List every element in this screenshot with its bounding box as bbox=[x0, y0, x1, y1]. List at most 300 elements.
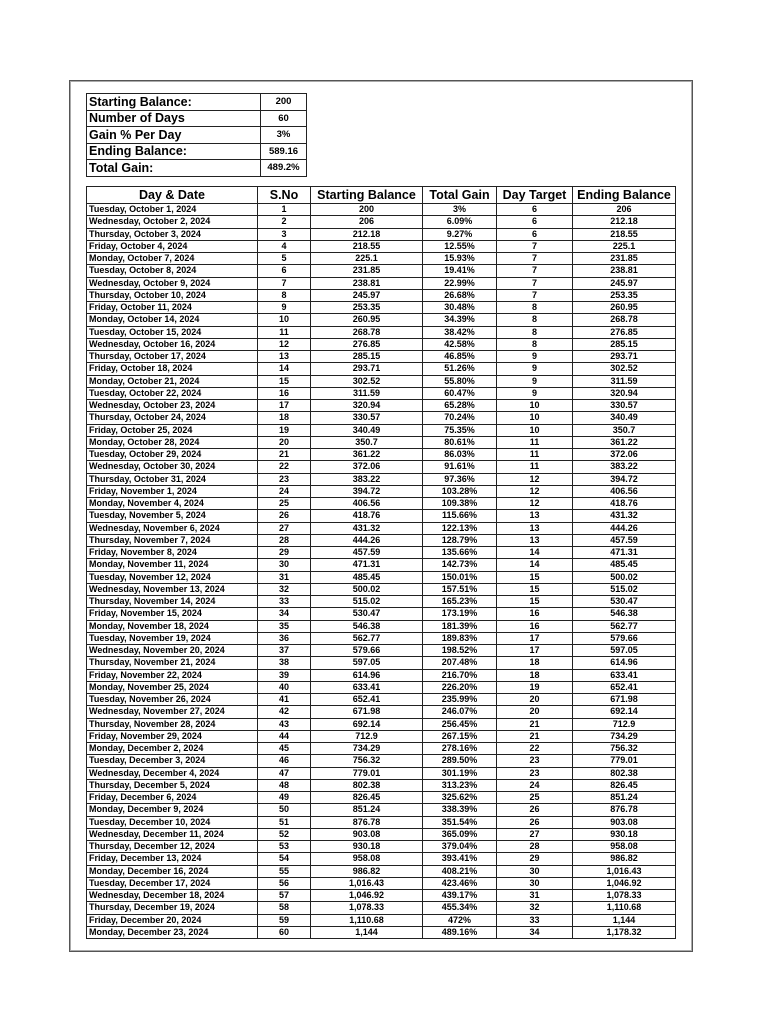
cell-total-gain: 55.80% bbox=[423, 375, 497, 387]
cell-day-date: Wednesday, November 6, 2024 bbox=[87, 522, 258, 534]
summary-value: 3% bbox=[261, 127, 307, 144]
cell-day-date: Thursday, October 10, 2024 bbox=[87, 289, 258, 301]
cell-sno: 59 bbox=[258, 914, 311, 926]
summary-row bbox=[87, 160, 307, 177]
cell-starting-balance: 903.08 bbox=[311, 828, 423, 840]
cell-day-target: 31 bbox=[497, 890, 573, 902]
table-row bbox=[87, 755, 676, 767]
cell-day-date: Monday, November 25, 2024 bbox=[87, 681, 258, 693]
table-row bbox=[87, 302, 676, 314]
summary-value: 489.2% bbox=[261, 160, 307, 177]
cell-starting-balance: 876.78 bbox=[311, 816, 423, 828]
table-row bbox=[87, 277, 676, 289]
cell-sno: 16 bbox=[258, 387, 311, 399]
cell-day-target: 29 bbox=[497, 853, 573, 865]
cell-day-date: Thursday, October 17, 2024 bbox=[87, 351, 258, 363]
table-row bbox=[87, 314, 676, 326]
cell-day-date: Monday, December 16, 2024 bbox=[87, 865, 258, 877]
cell-day-date: Monday, December 2, 2024 bbox=[87, 743, 258, 755]
cell-total-gain: 472% bbox=[423, 914, 497, 926]
cell-total-gain: 15.93% bbox=[423, 253, 497, 265]
cell-sno: 8 bbox=[258, 289, 311, 301]
cell-starting-balance: 734.29 bbox=[311, 743, 423, 755]
cell-total-gain: 19.41% bbox=[423, 265, 497, 277]
cell-sno: 57 bbox=[258, 890, 311, 902]
cell-ending-balance: 218.55 bbox=[573, 228, 676, 240]
cell-day-date: Tuesday, October 1, 2024 bbox=[87, 204, 258, 216]
cell-starting-balance: 485.45 bbox=[311, 571, 423, 583]
cell-day-date: Wednesday, December 18, 2024 bbox=[87, 890, 258, 902]
cell-sno: 15 bbox=[258, 375, 311, 387]
cell-day-target: 6 bbox=[497, 216, 573, 228]
table-row bbox=[87, 571, 676, 583]
table-row bbox=[87, 498, 676, 510]
cell-total-gain: 65.28% bbox=[423, 400, 497, 412]
cell-sno: 43 bbox=[258, 718, 311, 730]
cell-ending-balance: 330.57 bbox=[573, 400, 676, 412]
table-row bbox=[87, 265, 676, 277]
cell-ending-balance: 285.15 bbox=[573, 338, 676, 350]
table-row bbox=[87, 620, 676, 632]
cell-total-gain: 207.48% bbox=[423, 657, 497, 669]
cell-day-target: 7 bbox=[497, 277, 573, 289]
cell-day-target: 9 bbox=[497, 375, 573, 387]
cell-sno: 17 bbox=[258, 400, 311, 412]
cell-starting-balance: 372.06 bbox=[311, 461, 423, 473]
cell-total-gain: 181.39% bbox=[423, 620, 497, 632]
table-row bbox=[87, 547, 676, 559]
cell-ending-balance: 431.32 bbox=[573, 510, 676, 522]
cell-day-date: Wednesday, December 4, 2024 bbox=[87, 767, 258, 779]
cell-starting-balance: 546.38 bbox=[311, 620, 423, 632]
cell-day-date: Tuesday, November 12, 2024 bbox=[87, 571, 258, 583]
cell-day-date: Wednesday, October 9, 2024 bbox=[87, 277, 258, 289]
table-row bbox=[87, 718, 676, 730]
cell-day-target: 13 bbox=[497, 522, 573, 534]
cell-sno: 23 bbox=[258, 473, 311, 485]
cell-day-target: 21 bbox=[497, 730, 573, 742]
cell-day-date: Wednesday, November 27, 2024 bbox=[87, 706, 258, 718]
header-starting-balance: Starting Balance bbox=[311, 187, 423, 204]
cell-day-date: Monday, October 14, 2024 bbox=[87, 314, 258, 326]
summary-row bbox=[87, 94, 307, 111]
cell-day-target: 26 bbox=[497, 816, 573, 828]
cell-day-target: 9 bbox=[497, 387, 573, 399]
cell-sno: 32 bbox=[258, 583, 311, 595]
cell-total-gain: 455.34% bbox=[423, 902, 497, 914]
cell-day-date: Monday, November 18, 2024 bbox=[87, 620, 258, 632]
cell-starting-balance: 394.72 bbox=[311, 485, 423, 497]
cell-ending-balance: 1,046.92 bbox=[573, 877, 676, 889]
table-row bbox=[87, 351, 676, 363]
cell-starting-balance: 302.52 bbox=[311, 375, 423, 387]
cell-starting-balance: 530.47 bbox=[311, 608, 423, 620]
table-row bbox=[87, 228, 676, 240]
cell-starting-balance: 756.32 bbox=[311, 755, 423, 767]
summary-label: Starting Balance: bbox=[87, 94, 261, 111]
cell-day-date: Tuesday, October 29, 2024 bbox=[87, 449, 258, 461]
cell-total-gain: 128.79% bbox=[423, 534, 497, 546]
cell-day-target: 33 bbox=[497, 914, 573, 926]
cell-day-target: 10 bbox=[497, 424, 573, 436]
cell-sno: 48 bbox=[258, 779, 311, 791]
cell-ending-balance: 231.85 bbox=[573, 253, 676, 265]
table-row bbox=[87, 473, 676, 485]
cell-day-target: 12 bbox=[497, 485, 573, 497]
cell-starting-balance: 285.15 bbox=[311, 351, 423, 363]
cell-starting-balance: 311.59 bbox=[311, 387, 423, 399]
cell-day-target: 20 bbox=[497, 694, 573, 706]
cell-starting-balance: 614.96 bbox=[311, 669, 423, 681]
cell-day-target: 17 bbox=[497, 632, 573, 644]
cell-day-date: Thursday, November 21, 2024 bbox=[87, 657, 258, 669]
cell-starting-balance: 268.78 bbox=[311, 326, 423, 338]
cell-ending-balance: 485.45 bbox=[573, 559, 676, 571]
cell-day-date: Friday, December 20, 2024 bbox=[87, 914, 258, 926]
cell-starting-balance: 802.38 bbox=[311, 779, 423, 791]
cell-starting-balance: 253.35 bbox=[311, 302, 423, 314]
cell-sno: 56 bbox=[258, 877, 311, 889]
cell-ending-balance: 471.31 bbox=[573, 547, 676, 559]
cell-ending-balance: 562.77 bbox=[573, 620, 676, 632]
cell-day-target: 21 bbox=[497, 718, 573, 730]
cell-sno: 27 bbox=[258, 522, 311, 534]
cell-starting-balance: 320.94 bbox=[311, 400, 423, 412]
cell-ending-balance: 245.97 bbox=[573, 277, 676, 289]
cell-total-gain: 289.50% bbox=[423, 755, 497, 767]
cell-day-target: 32 bbox=[497, 902, 573, 914]
cell-day-target: 12 bbox=[497, 498, 573, 510]
cell-ending-balance: 293.71 bbox=[573, 351, 676, 363]
cell-total-gain: 189.83% bbox=[423, 632, 497, 644]
cell-sno: 52 bbox=[258, 828, 311, 840]
cell-ending-balance: 457.59 bbox=[573, 534, 676, 546]
summary-table bbox=[86, 93, 307, 177]
summary-value: 589.16 bbox=[261, 143, 307, 160]
cell-day-target: 10 bbox=[497, 412, 573, 424]
cell-total-gain: 301.19% bbox=[423, 767, 497, 779]
cell-day-date: Friday, October 11, 2024 bbox=[87, 302, 258, 314]
cell-total-gain: 122.13% bbox=[423, 522, 497, 534]
table-row bbox=[87, 767, 676, 779]
cell-day-date: Wednesday, November 20, 2024 bbox=[87, 645, 258, 657]
cell-day-date: Wednesday, October 30, 2024 bbox=[87, 461, 258, 473]
cell-ending-balance: 276.85 bbox=[573, 326, 676, 338]
header-total-gain: Total Gain bbox=[423, 187, 497, 204]
cell-total-gain: 34.39% bbox=[423, 314, 497, 326]
cell-total-gain: 3% bbox=[423, 204, 497, 216]
cell-day-target: 13 bbox=[497, 534, 573, 546]
cell-day-date: Monday, December 9, 2024 bbox=[87, 804, 258, 816]
cell-ending-balance: 225.1 bbox=[573, 240, 676, 252]
cell-total-gain: 393.41% bbox=[423, 853, 497, 865]
cell-day-date: Thursday, December 19, 2024 bbox=[87, 902, 258, 914]
cell-starting-balance: 218.55 bbox=[311, 240, 423, 252]
cell-total-gain: 408.21% bbox=[423, 865, 497, 877]
table-row bbox=[87, 363, 676, 375]
cell-total-gain: 6.09% bbox=[423, 216, 497, 228]
cell-ending-balance: 851.24 bbox=[573, 792, 676, 804]
cell-starting-balance: 826.45 bbox=[311, 792, 423, 804]
cell-starting-balance: 930.18 bbox=[311, 841, 423, 853]
cell-ending-balance: 406.56 bbox=[573, 485, 676, 497]
cell-starting-balance: 431.32 bbox=[311, 522, 423, 534]
cell-starting-balance: 212.18 bbox=[311, 228, 423, 240]
cell-total-gain: 246.07% bbox=[423, 706, 497, 718]
cell-day-date: Monday, October 7, 2024 bbox=[87, 253, 258, 265]
cell-sno: 21 bbox=[258, 449, 311, 461]
cell-starting-balance: 383.22 bbox=[311, 473, 423, 485]
cell-starting-balance: 500.02 bbox=[311, 583, 423, 595]
table-row bbox=[87, 816, 676, 828]
cell-day-target: 30 bbox=[497, 877, 573, 889]
cell-day-date: Thursday, November 28, 2024 bbox=[87, 718, 258, 730]
cell-total-gain: 38.42% bbox=[423, 326, 497, 338]
cell-day-target: 18 bbox=[497, 669, 573, 681]
cell-ending-balance: 212.18 bbox=[573, 216, 676, 228]
cell-sno: 36 bbox=[258, 632, 311, 644]
cell-starting-balance: 245.97 bbox=[311, 289, 423, 301]
cell-day-target: 11 bbox=[497, 461, 573, 473]
table-row bbox=[87, 204, 676, 216]
table-row bbox=[87, 730, 676, 742]
cell-starting-balance: 562.77 bbox=[311, 632, 423, 644]
table-row bbox=[87, 326, 676, 338]
cell-ending-balance: 692.14 bbox=[573, 706, 676, 718]
cell-starting-balance: 779.01 bbox=[311, 767, 423, 779]
cell-day-target: 23 bbox=[497, 767, 573, 779]
cell-total-gain: 51.26% bbox=[423, 363, 497, 375]
cell-starting-balance: 330.57 bbox=[311, 412, 423, 424]
cell-total-gain: 97.36% bbox=[423, 473, 497, 485]
cell-sno: 3 bbox=[258, 228, 311, 240]
table-row bbox=[87, 902, 676, 914]
table-row bbox=[87, 865, 676, 877]
cell-ending-balance: 253.35 bbox=[573, 289, 676, 301]
cell-ending-balance: 633.41 bbox=[573, 669, 676, 681]
cell-day-date: Friday, December 13, 2024 bbox=[87, 853, 258, 865]
cell-ending-balance: 614.96 bbox=[573, 657, 676, 669]
cell-starting-balance: 1,110.68 bbox=[311, 914, 423, 926]
cell-total-gain: 165.23% bbox=[423, 596, 497, 608]
cell-day-target: 14 bbox=[497, 547, 573, 559]
table-row bbox=[87, 400, 676, 412]
cell-sno: 12 bbox=[258, 338, 311, 350]
cell-sno: 7 bbox=[258, 277, 311, 289]
cell-day-date: Thursday, October 3, 2024 bbox=[87, 228, 258, 240]
cell-sno: 60 bbox=[258, 926, 311, 938]
cell-starting-balance: 712.9 bbox=[311, 730, 423, 742]
cell-day-target: 30 bbox=[497, 865, 573, 877]
cell-sno: 44 bbox=[258, 730, 311, 742]
cell-ending-balance: 802.38 bbox=[573, 767, 676, 779]
cell-day-target: 15 bbox=[497, 596, 573, 608]
cell-day-target: 12 bbox=[497, 473, 573, 485]
cell-day-target: 9 bbox=[497, 363, 573, 375]
cell-day-target: 26 bbox=[497, 804, 573, 816]
cell-day-target: 11 bbox=[497, 436, 573, 448]
cell-sno: 34 bbox=[258, 608, 311, 620]
cell-starting-balance: 671.98 bbox=[311, 706, 423, 718]
cell-total-gain: 313.23% bbox=[423, 779, 497, 791]
cell-day-date: Friday, October 18, 2024 bbox=[87, 363, 258, 375]
cell-sno: 53 bbox=[258, 841, 311, 853]
cell-sno: 24 bbox=[258, 485, 311, 497]
cell-starting-balance: 986.82 bbox=[311, 865, 423, 877]
table-row bbox=[87, 253, 676, 265]
table-row bbox=[87, 743, 676, 755]
daily-balance-table bbox=[86, 186, 676, 939]
cell-total-gain: 91.61% bbox=[423, 461, 497, 473]
cell-starting-balance: 444.26 bbox=[311, 534, 423, 546]
table-row bbox=[87, 681, 676, 693]
cell-day-date: Friday, October 25, 2024 bbox=[87, 424, 258, 436]
cell-starting-balance: 652.41 bbox=[311, 694, 423, 706]
cell-total-gain: 26.68% bbox=[423, 289, 497, 301]
cell-sno: 4 bbox=[258, 240, 311, 252]
cell-total-gain: 80.61% bbox=[423, 436, 497, 448]
cell-total-gain: 142.73% bbox=[423, 559, 497, 571]
cell-ending-balance: 903.08 bbox=[573, 816, 676, 828]
cell-ending-balance: 1,110.68 bbox=[573, 902, 676, 914]
cell-sno: 54 bbox=[258, 853, 311, 865]
table-row bbox=[87, 779, 676, 791]
cell-day-date: Friday, December 6, 2024 bbox=[87, 792, 258, 804]
table-row bbox=[87, 289, 676, 301]
cell-total-gain: 109.38% bbox=[423, 498, 497, 510]
cell-day-date: Monday, December 23, 2024 bbox=[87, 926, 258, 938]
table-row bbox=[87, 706, 676, 718]
cell-day-target: 9 bbox=[497, 351, 573, 363]
cell-total-gain: 22.99% bbox=[423, 277, 497, 289]
table-row bbox=[87, 926, 676, 938]
cell-starting-balance: 851.24 bbox=[311, 804, 423, 816]
table-row bbox=[87, 632, 676, 644]
cell-ending-balance: 579.66 bbox=[573, 632, 676, 644]
cell-total-gain: 439.17% bbox=[423, 890, 497, 902]
cell-total-gain: 173.19% bbox=[423, 608, 497, 620]
cell-starting-balance: 293.71 bbox=[311, 363, 423, 375]
cell-sno: 41 bbox=[258, 694, 311, 706]
cell-day-target: 17 bbox=[497, 645, 573, 657]
table-row bbox=[87, 387, 676, 399]
cell-day-target: 6 bbox=[497, 228, 573, 240]
summary-value: 200 bbox=[261, 94, 307, 111]
cell-ending-balance: 756.32 bbox=[573, 743, 676, 755]
table-row bbox=[87, 424, 676, 436]
cell-day-date: Wednesday, November 13, 2024 bbox=[87, 583, 258, 595]
summary-row bbox=[87, 127, 307, 144]
table-row bbox=[87, 841, 676, 853]
cell-ending-balance: 383.22 bbox=[573, 461, 676, 473]
cell-total-gain: 226.20% bbox=[423, 681, 497, 693]
cell-ending-balance: 597.05 bbox=[573, 645, 676, 657]
table-row bbox=[87, 240, 676, 252]
cell-ending-balance: 320.94 bbox=[573, 387, 676, 399]
cell-sno: 28 bbox=[258, 534, 311, 546]
cell-ending-balance: 986.82 bbox=[573, 853, 676, 865]
cell-day-target: 24 bbox=[497, 779, 573, 791]
cell-starting-balance: 206 bbox=[311, 216, 423, 228]
cell-day-target: 22 bbox=[497, 743, 573, 755]
cell-total-gain: 379.04% bbox=[423, 841, 497, 853]
cell-total-gain: 198.52% bbox=[423, 645, 497, 657]
cell-starting-balance: 597.05 bbox=[311, 657, 423, 669]
cell-sno: 22 bbox=[258, 461, 311, 473]
cell-sno: 39 bbox=[258, 669, 311, 681]
table-row bbox=[87, 559, 676, 571]
cell-total-gain: 12.55% bbox=[423, 240, 497, 252]
cell-sno: 20 bbox=[258, 436, 311, 448]
cell-ending-balance: 1,078.33 bbox=[573, 890, 676, 902]
cell-total-gain: 216.70% bbox=[423, 669, 497, 681]
table-header-row bbox=[87, 187, 676, 204]
cell-sno: 31 bbox=[258, 571, 311, 583]
cell-starting-balance: 515.02 bbox=[311, 596, 423, 608]
cell-starting-balance: 1,046.92 bbox=[311, 890, 423, 902]
cell-starting-balance: 200 bbox=[311, 204, 423, 216]
cell-day-target: 20 bbox=[497, 706, 573, 718]
cell-ending-balance: 671.98 bbox=[573, 694, 676, 706]
cell-sno: 26 bbox=[258, 510, 311, 522]
cell-day-date: Wednesday, October 2, 2024 bbox=[87, 216, 258, 228]
table-row bbox=[87, 596, 676, 608]
cell-starting-balance: 692.14 bbox=[311, 718, 423, 730]
cell-total-gain: 75.35% bbox=[423, 424, 497, 436]
cell-total-gain: 338.39% bbox=[423, 804, 497, 816]
cell-ending-balance: 515.02 bbox=[573, 583, 676, 595]
summary-label: Number of Days bbox=[87, 110, 261, 127]
summary-label: Gain % Per Day bbox=[87, 127, 261, 144]
cell-day-date: Tuesday, November 26, 2024 bbox=[87, 694, 258, 706]
cell-total-gain: 267.15% bbox=[423, 730, 497, 742]
table-row bbox=[87, 436, 676, 448]
cell-ending-balance: 546.38 bbox=[573, 608, 676, 620]
cell-day-date: Wednesday, October 16, 2024 bbox=[87, 338, 258, 350]
cell-ending-balance: 876.78 bbox=[573, 804, 676, 816]
cell-day-target: 16 bbox=[497, 620, 573, 632]
table-row bbox=[87, 534, 676, 546]
cell-day-target: 15 bbox=[497, 571, 573, 583]
cell-starting-balance: 471.31 bbox=[311, 559, 423, 571]
table-row bbox=[87, 914, 676, 926]
cell-ending-balance: 1,016.43 bbox=[573, 865, 676, 877]
cell-sno: 10 bbox=[258, 314, 311, 326]
cell-ending-balance: 238.81 bbox=[573, 265, 676, 277]
cell-sno: 55 bbox=[258, 865, 311, 877]
cell-total-gain: 46.85% bbox=[423, 351, 497, 363]
cell-day-date: Tuesday, December 10, 2024 bbox=[87, 816, 258, 828]
cell-sno: 35 bbox=[258, 620, 311, 632]
cell-sno: 11 bbox=[258, 326, 311, 338]
cell-starting-balance: 260.95 bbox=[311, 314, 423, 326]
cell-starting-balance: 633.41 bbox=[311, 681, 423, 693]
cell-total-gain: 365.09% bbox=[423, 828, 497, 840]
cell-day-date: Tuesday, October 15, 2024 bbox=[87, 326, 258, 338]
cell-day-date: Wednesday, October 23, 2024 bbox=[87, 400, 258, 412]
cell-ending-balance: 930.18 bbox=[573, 828, 676, 840]
cell-sno: 42 bbox=[258, 706, 311, 718]
cell-day-date: Monday, November 11, 2024 bbox=[87, 559, 258, 571]
cell-day-date: Monday, October 28, 2024 bbox=[87, 436, 258, 448]
cell-sno: 38 bbox=[258, 657, 311, 669]
table-row bbox=[87, 522, 676, 534]
cell-ending-balance: 260.95 bbox=[573, 302, 676, 314]
cell-day-date: Tuesday, October 22, 2024 bbox=[87, 387, 258, 399]
cell-sno: 45 bbox=[258, 743, 311, 755]
cell-total-gain: 157.51% bbox=[423, 583, 497, 595]
summary-label: Ending Balance: bbox=[87, 143, 261, 160]
